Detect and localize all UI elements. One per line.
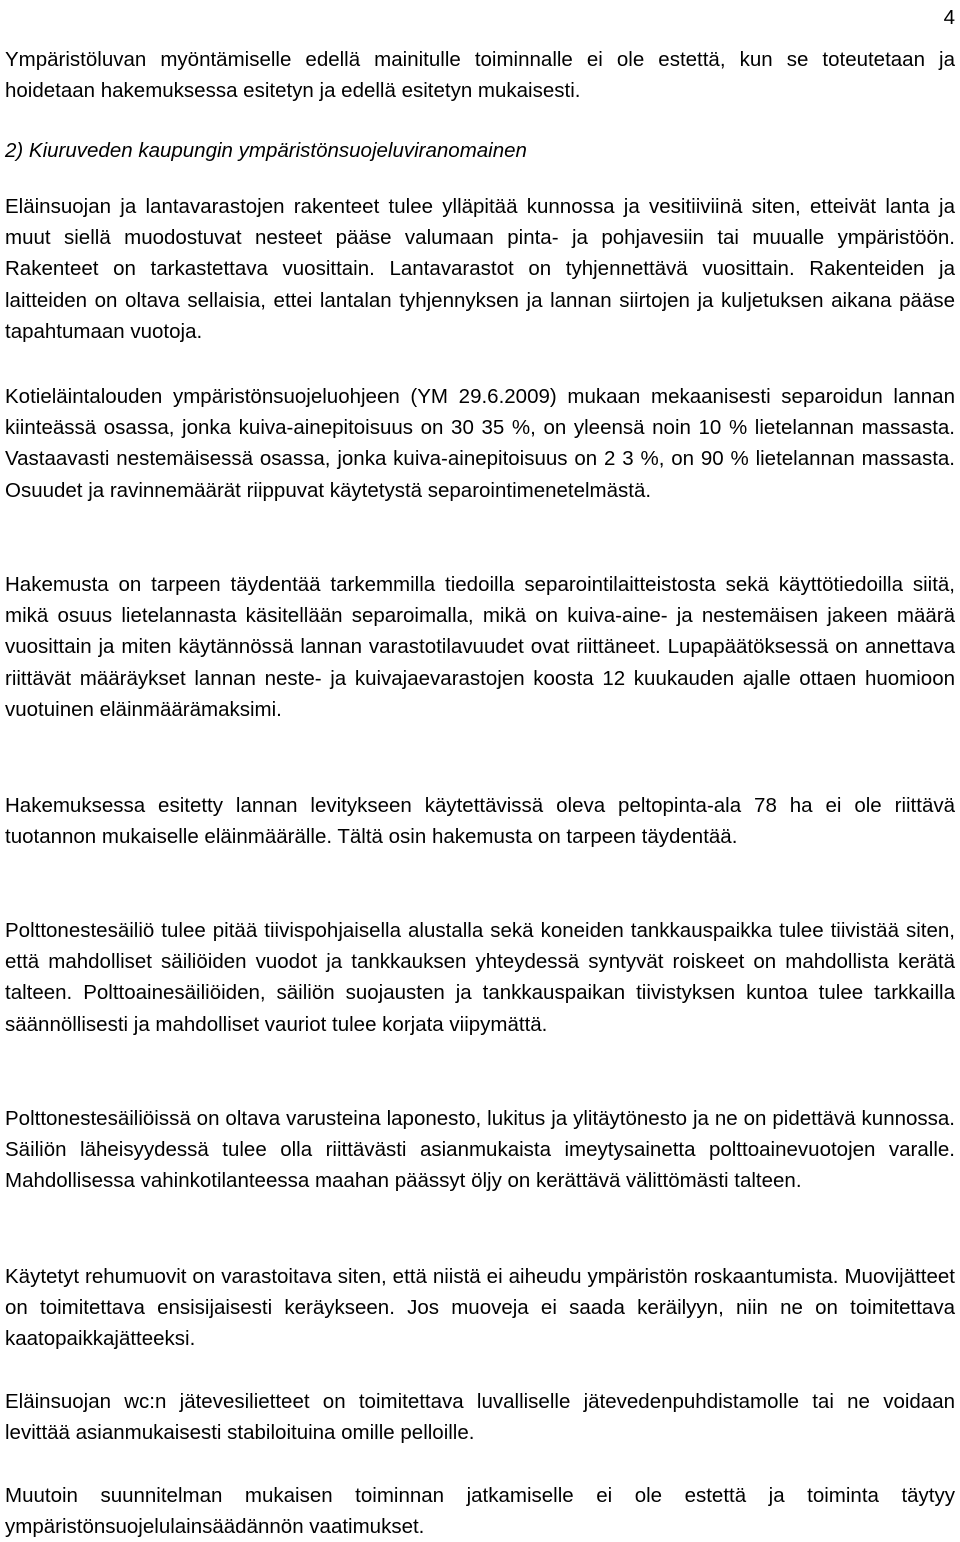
- paragraph-fuel-tank-base: Polttonestesäiliö tulee pitää tiivispohjaisella alustalla sekä koneiden tankkauspaikka tulee tiivistää siten, että mahdolliset säiliöiden vuodot ja tankkauksen yhteydessä syntyvät roiskeet on mahdollista kerätä talteen. Polttoainesäiliöiden, säiliön suojausten ja tankkauspaikan tiivistyksen kuntoa tulee tarkkailla säännöllisesti ja mahdolliset vauriot tulee korjata viipymättä.: [5, 919, 955, 1036]
- paragraph-separated-manure: Kotieläintalouden ympäristönsuojeluohjeen (YM 29.6.2009) mukaan mekaanisesti separoidun lannan kiinteässä osassa, jonka kuiva-ainepitoisuus on 30 35 %, on yleensä noin 10 % lietelannan massasta. Vastaavasti nestemäisessä osassa, jonka kuiva-ainepitoisuus on 2 3 %, on 90 % lietelannan massasta. Osuudet ja ravinnemäärät riippuvat käytetystä separointimenetelmästä.: [5, 385, 955, 502]
- section-heading: 2) Kiuruveden kaupungin ympäristönsuojeluviranomainen: [5, 139, 527, 162]
- paragraph-permit-conclusion: Ympäristöluvan myöntämiselle edellä mainitulle toiminnalle ei ole estettä, kun se toteutetaan ja hoidetaan hakemuksessa esitetyn ja edellä esitetyn mukaisesti.: [5, 48, 955, 103]
- paragraph-structures-maintenance: Eläinsuojan ja lantavarastojen rakenteet tulee ylläpitää kunnossa ja vesitiiviinä siten, etteivät lanta ja muut siellä muodostuvat nesteet pääse valumaan pinta- ja pohjavesiin tai muualle ympäristöön. Rakenteet on tarkastettava vuosittain. Lantavarastot on tyhjennettävä vuosittain. Rakenteiden ja laitteiden on oltava sellaisia, ettei lantalan tyhjennyksen ja lannan siirtojen ja kuljetuksen aikana pääse tapahtumaan vuotoja.: [5, 195, 955, 343]
- page-number: 4: [943, 6, 955, 29]
- paragraph-fuel-tank-equipment: Polttonestesäiliöissä on oltava varusteina laponesto, lukitus ja ylitäytönesto ja ne on pidettävä kunnossa. Säiliön läheisyydessä tulee olla riittävästi asianmukaista imeytysainetta polttoainevuotojen varalle. Mahdollisessa vahinkotilanteessa maahan päässyt öljy on kerättävä välittömästi talteen.: [5, 1107, 955, 1193]
- paragraph-application-supplement: Hakemusta on tarpeen täydentää tarkemmilla tiedoilla separointilaitteistosta sekä käyttötiedoilla siitä, mikä osuus lietelannasta käsitellään separoimalla, mikä on kuiva-aine- ja nestemäisen jakeen määrä vuosittain ja miten käytännössä lannan varastotilavuudet ovat riittäneet. Lupapäätöksessä on annettava riittävät määräykset lannan neste- ja kuivajaevarastojen koosta 12 kuukauden ajalle ottaen huomioon vuotuinen eläinmäärämaksimi.: [5, 573, 955, 721]
- paragraph-wc-sludge: Eläinsuojan wc:n jätevesilietteet on toimitettava luvalliselle jätevedenpuhdistamolle tai ne voidaan levittää asianmukaisesti stabiloituina omille pelloille.: [5, 1390, 955, 1445]
- document-page: [5, 0, 955, 1541]
- paragraph-feed-plastics: Käytetyt rehumuovit on varastoitava siten, että niistä ei aiheudu ympäristön roskaantumista. Muovijätteet on toimitettava ensisijaisesti keräykseen. Jos muoveja ei saada keräilyyn, niin ne on toimitettava kaatopaikkajätteeksi.: [5, 1265, 955, 1351]
- paragraph-final-statement: Muutoin suunnitelman mukaisen toiminnan jatkamiselle ei ole estettä ja toiminta täytyy ympäristönsuojelulainsäädännön vaatimukset.: [5, 1484, 955, 1539]
- paragraph-field-area: Hakemuksessa esitetty lannan levitykseen käytettävissä oleva peltopinta-ala 78 ha ei ole riittävä tuotannon mukaiselle eläinmäärälle. Tältä osin hakemusta on tarpeen täydentää.: [5, 794, 955, 849]
